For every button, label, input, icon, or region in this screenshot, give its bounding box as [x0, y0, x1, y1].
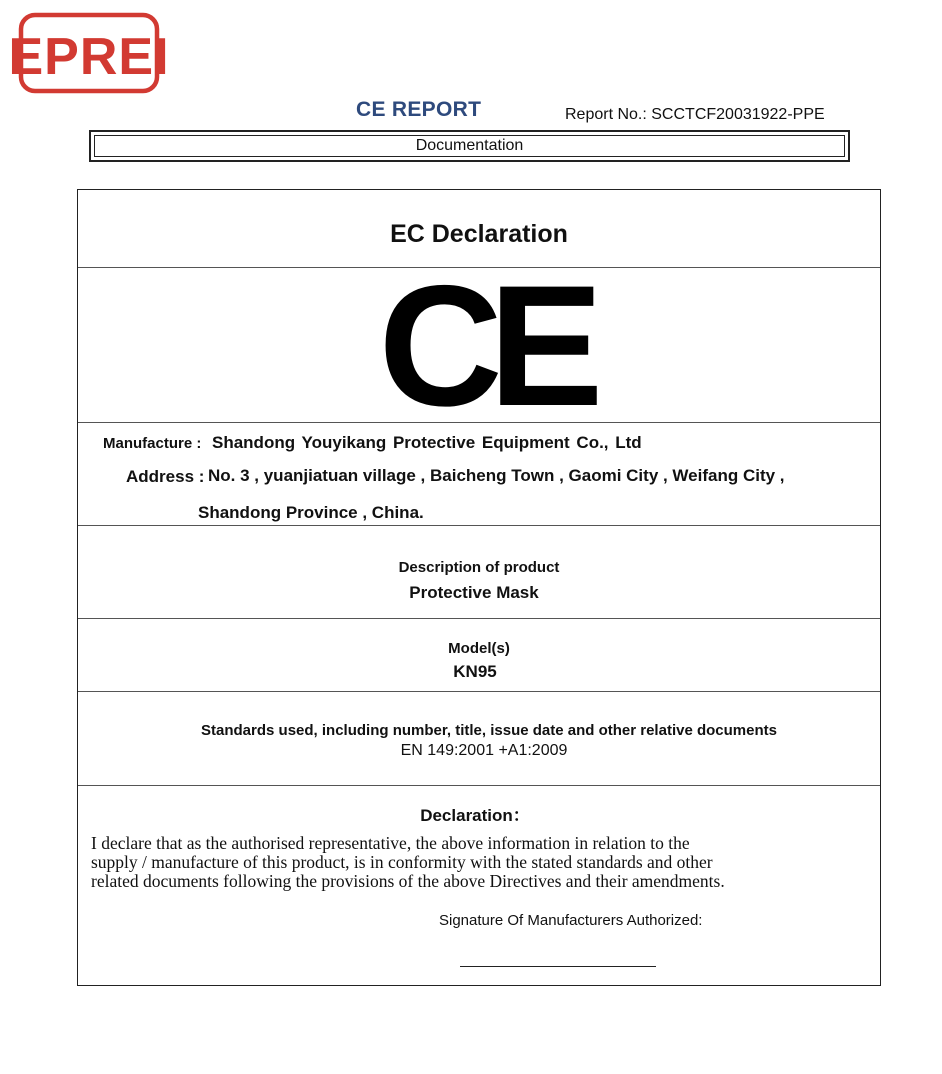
declaration-heading: Declaration： [420, 806, 530, 825]
divider [78, 691, 880, 692]
logo-text: EPREI [8, 28, 170, 86]
manufacture-label: Manufacture : [103, 435, 202, 452]
address-line-2: Shandong Province , China. [198, 503, 424, 522]
model-value: KN95 [453, 662, 497, 681]
description-label: Description of product [398, 559, 560, 576]
divider [78, 618, 880, 619]
declaration-text-line: related documents following the provisions of the above Directives and their amendments. [91, 871, 725, 891]
declaration-text-line: supply / manufacture of this product, is in conformity with the stated standards and other [91, 852, 713, 872]
declaration-text [91, 834, 791, 891]
report-number: Report No.: SCCTCF20031922-PPE [565, 106, 825, 123]
eprei-logo [8, 12, 170, 96]
manufacture-value: Shandong Youyikang Protective Equipment Co., Ltd [212, 433, 642, 452]
standards-label: Standards used, including number, title, issue date and other relative documents [201, 722, 777, 739]
description-value: Protective Mask [409, 583, 539, 602]
declaration-text-line: I declare that as the authorised representative, the above information in relation to the [91, 833, 690, 853]
documentation-bar [89, 130, 850, 162]
ec-declaration-table [77, 189, 881, 986]
standards-value: EN 149:2001 +A1:2009 [400, 742, 568, 759]
report-title: CE REPORT [356, 98, 482, 121]
divider [78, 422, 880, 423]
ec-declaration-title: EC Declaration [390, 220, 568, 248]
signature-line [460, 966, 656, 967]
model-label: Model(s) [448, 640, 510, 657]
documentation-label: Documentation [94, 135, 845, 157]
divider [78, 785, 880, 786]
ce-mark-text: CE [378, 250, 590, 442]
ce-mark [378, 250, 590, 442]
address-label: Address : [126, 467, 205, 486]
signature-label: Signature Of Manufacturers Authorized: [439, 912, 703, 929]
divider [78, 525, 880, 526]
address-line-1: No. 3 , yuanjiatuan village , Baicheng Town , Gaomi City , Weifang City , [208, 466, 785, 485]
